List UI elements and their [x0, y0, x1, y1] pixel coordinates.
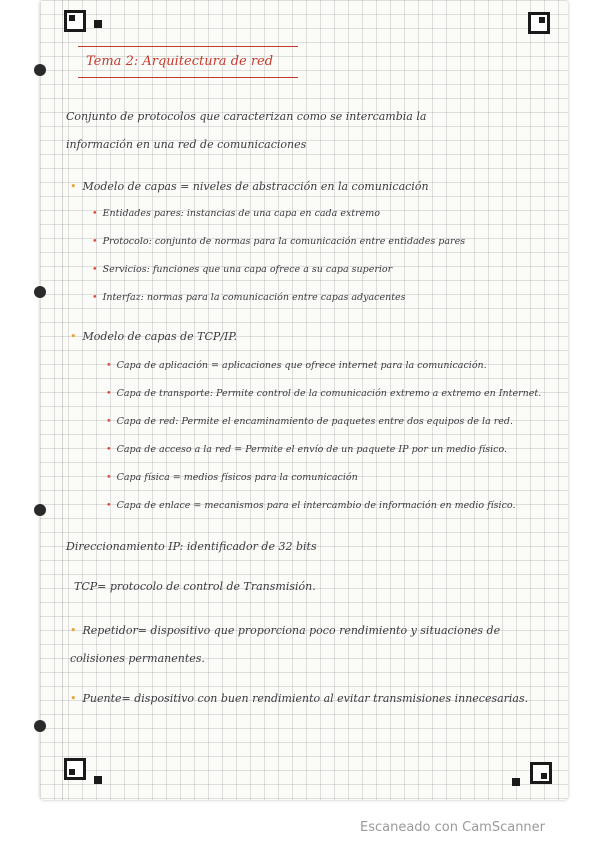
- list-item: • Capa de transporte: Permite control de la comunicación extremo a extremo en Internet.: [106, 388, 542, 399]
- corner-marker-icon: [64, 758, 86, 780]
- scanner-watermark: Escaneado con CamScanner: [360, 820, 546, 835]
- intro-line-1: Conjunto de protocolos que caracterizan como se intercambia la: [66, 110, 427, 123]
- bullet-icon: •: [70, 180, 77, 193]
- puente-definition: • Puente= dispositivo con buen rendimiento al evitar transmisiones innecesarias.: [70, 692, 529, 705]
- bullet-icon: •: [70, 330, 77, 343]
- list-item: • Capa de red: Permite el encaminamiento de paquetes entre dos equipos de la red.: [106, 416, 514, 427]
- corner-marker-icon: [530, 762, 552, 784]
- marker-square-icon: [94, 20, 102, 28]
- page-title: Tema 2: Arquitectura de red: [86, 54, 274, 69]
- margin-line: [62, 0, 63, 800]
- section2-heading: • Modelo de capas de TCP/IP.: [70, 330, 238, 343]
- corner-marker-icon: [64, 10, 86, 32]
- tcp-definition: TCP= protocolo de control de Transmisión.: [74, 580, 316, 593]
- binder-hole: [34, 720, 46, 732]
- binder-hole: [34, 286, 46, 298]
- binder-hole: [34, 504, 46, 516]
- section1-heading: • Modelo de capas = niveles de abstracción en la comunicación: [70, 180, 429, 193]
- list-item: • Capa física = medios físicos para la comunicación: [106, 472, 358, 483]
- list-item: • Capa de enlace = mecanismos para el intercambio de información en medio físico.: [106, 500, 516, 511]
- list-item: • Interfaz: normas para la comunicación entre capas adyacentes: [92, 292, 406, 303]
- binder-hole: [34, 64, 46, 76]
- list-item: • Protocolo: conjunto de normas para la comunicación entre entidades pares: [92, 236, 466, 247]
- marker-square-icon: [94, 776, 102, 784]
- corner-marker-icon: [528, 12, 550, 34]
- ip-definition: Direccionamiento IP: identificador de 32 bits: [66, 540, 317, 553]
- repetidor-line-2: colisiones permanentes.: [70, 652, 205, 665]
- list-item: • Entidades pares: instancias de una capa en cada extremo: [92, 208, 381, 219]
- intro-line-2: información en una red de comunicaciones: [66, 138, 307, 151]
- marker-square-icon: [512, 778, 520, 786]
- list-item: • Servicios: funciones que una capa ofrece a su capa superior: [92, 264, 393, 275]
- list-item: • Capa de acceso a la red = Permite el envío de un paquete IP por un medio físico.: [106, 444, 508, 455]
- repetidor-line-1: • Repetidor= dispositivo que proporciona poco rendimiento y situaciones de: [70, 624, 501, 637]
- list-item: • Capa de aplicación = aplicaciones que ofrece internet para la comunicación.: [106, 360, 487, 371]
